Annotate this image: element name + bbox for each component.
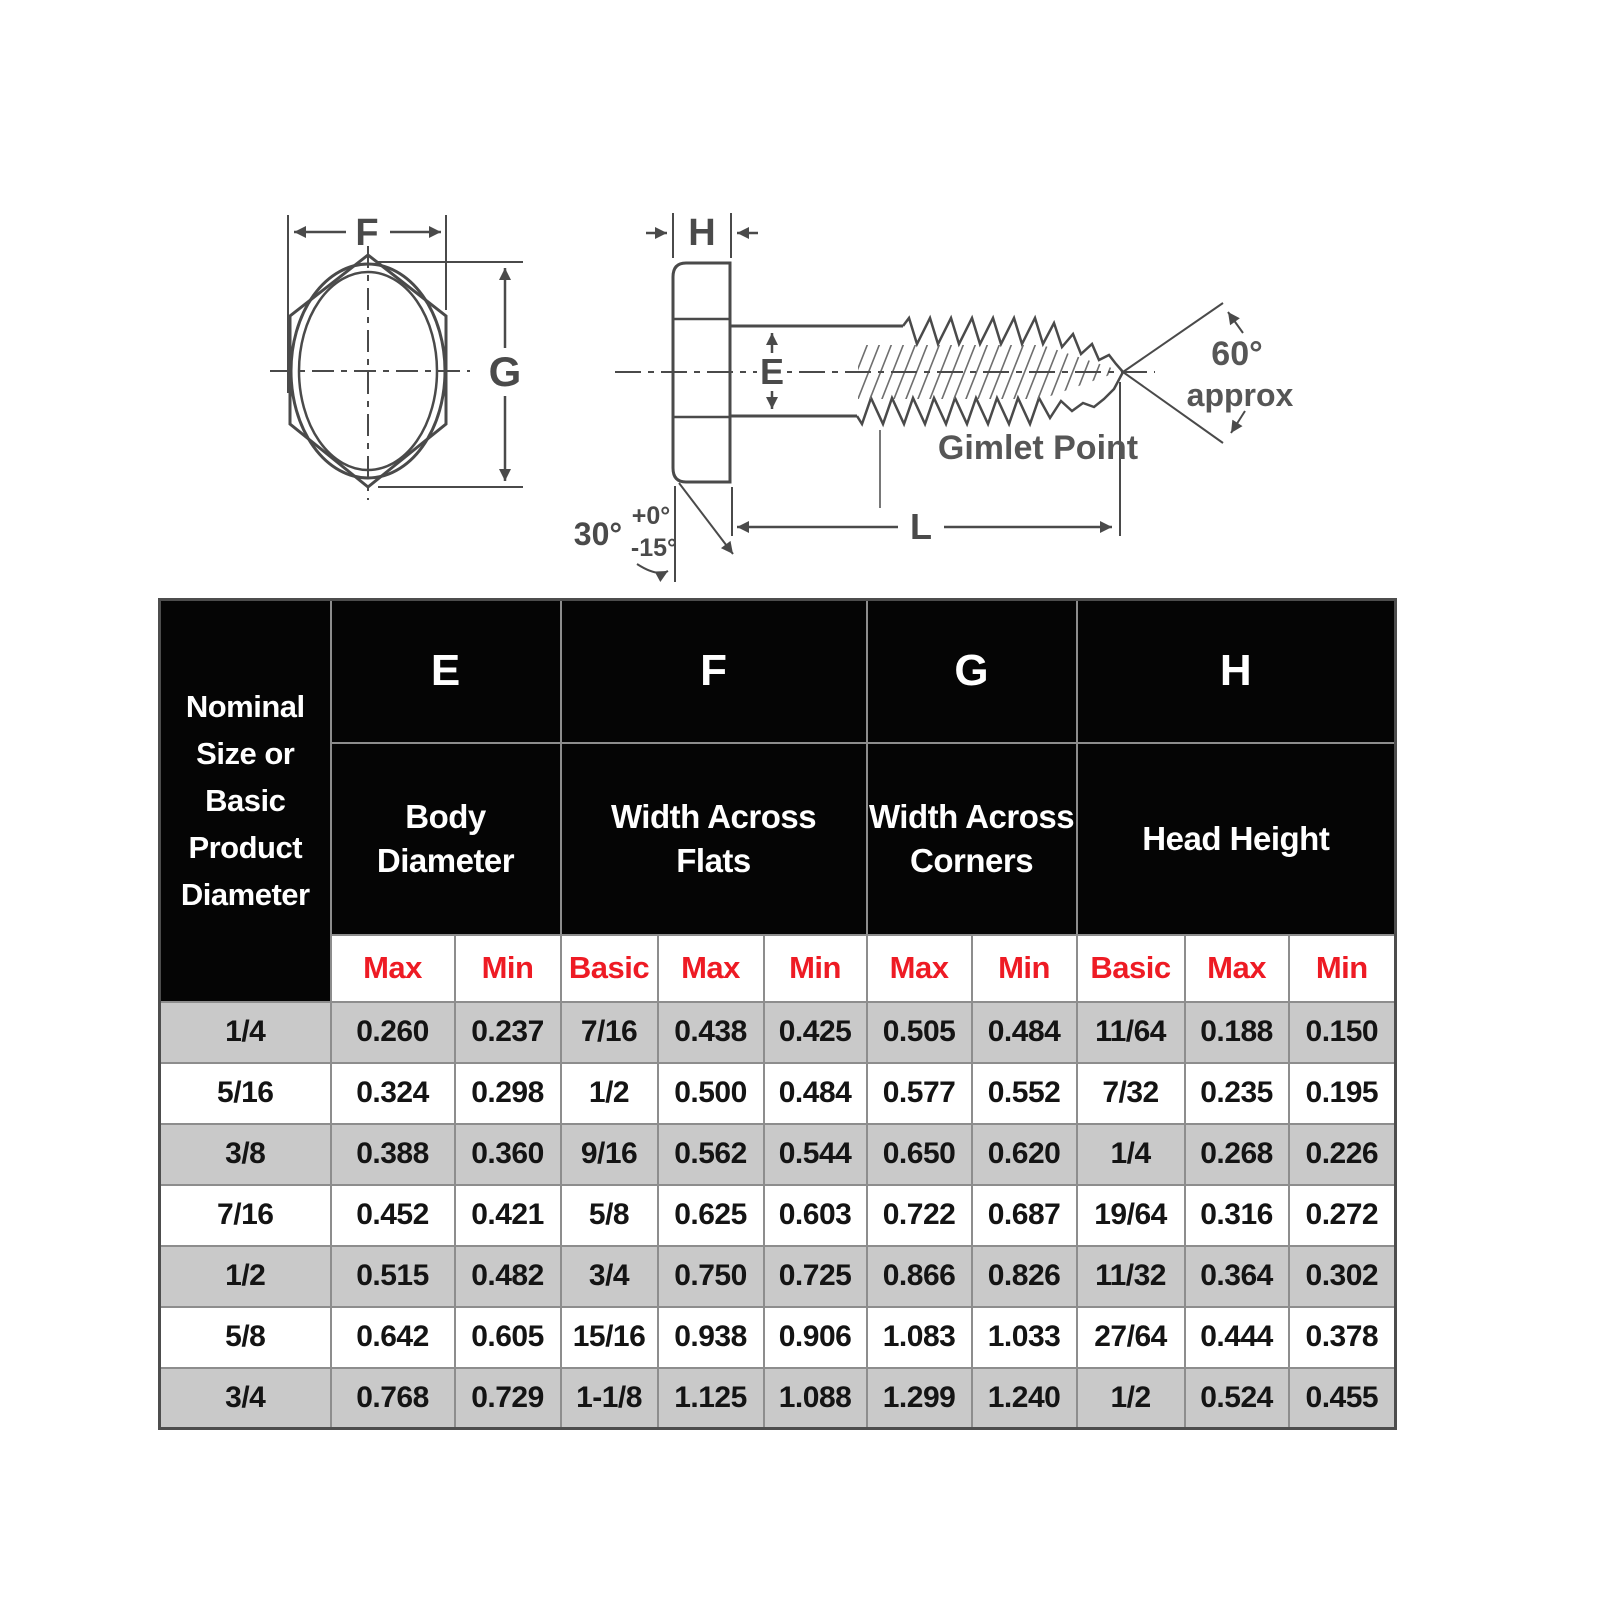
table-cell: 0.768	[331, 1368, 455, 1429]
table-cell: 0.729	[455, 1368, 561, 1429]
table-cell: 0.268	[1185, 1124, 1289, 1185]
corner-header-line: Nominal	[185, 689, 305, 725]
group-desc-width-across-corners	[867, 743, 1077, 935]
table-cell: 0.360	[455, 1124, 561, 1185]
desc-line: Flats	[676, 841, 751, 879]
table-cell: 0.605	[455, 1307, 561, 1368]
table-cell: 0.515	[331, 1246, 455, 1307]
subheader-cell: Min	[455, 935, 561, 1002]
table-cell: 0.226	[1289, 1124, 1396, 1185]
table-cell: 5/16	[160, 1063, 331, 1124]
dim-label-e: E	[759, 351, 785, 392]
table-cell: 0.237	[455, 1002, 561, 1063]
table-cell: 7/16	[561, 1002, 658, 1063]
lag-screw-dimension-table	[158, 598, 1397, 1430]
table-cell: 1-1/8	[561, 1368, 658, 1429]
table-cell: 0.378	[1289, 1307, 1396, 1368]
table-cell: 0.938	[658, 1307, 764, 1368]
table-cell: 0.642	[331, 1307, 455, 1368]
table-row	[160, 1307, 1396, 1368]
table-cell: 11/32	[1077, 1246, 1185, 1307]
subheader-cell: Max	[867, 935, 972, 1002]
subheader-cell: Min	[972, 935, 1077, 1002]
table-cell: 1.125	[658, 1368, 764, 1429]
table-cell: 0.484	[764, 1063, 867, 1124]
table-cell: 0.577	[867, 1063, 972, 1124]
desc-line: Corners	[910, 841, 1034, 879]
table-cell: 0.722	[867, 1185, 972, 1246]
table-cell: 0.260	[331, 1002, 455, 1063]
tolerance-minus-label: -15°	[630, 534, 678, 562]
group-letter-g: G	[867, 600, 1077, 743]
table-row	[160, 1124, 1396, 1185]
table-cell: 1/2	[561, 1063, 658, 1124]
table-cell: 1/4	[160, 1002, 331, 1063]
table-cell: 0.438	[658, 1002, 764, 1063]
table-cell: 0.725	[764, 1246, 867, 1307]
table-row	[160, 1185, 1396, 1246]
group-letter-f: F	[561, 600, 867, 743]
group-letter-e: E	[331, 600, 561, 743]
table-cell: 0.324	[331, 1063, 455, 1124]
table-cell: 0.826	[972, 1246, 1077, 1307]
angle-60-label: 60°	[1211, 335, 1263, 373]
table-cell: 0.562	[658, 1124, 764, 1185]
table-cell: 11/64	[1077, 1002, 1185, 1063]
group-desc-head-height	[1077, 743, 1396, 935]
subheader-cell: Max	[331, 935, 455, 1002]
table-cell: 0.188	[1185, 1002, 1289, 1063]
table-cell: 7/32	[1077, 1063, 1185, 1124]
table-cell: 0.866	[867, 1246, 972, 1307]
table-cell: 7/16	[160, 1185, 331, 1246]
desc-line: Diameter	[376, 841, 515, 879]
table-cell: 0.235	[1185, 1063, 1289, 1124]
table-cell: 0.444	[1185, 1307, 1289, 1368]
subheader-cell: Basic	[1077, 935, 1185, 1002]
corner-header-line: Diameter	[180, 877, 310, 913]
group-desc-body-diameter	[331, 743, 561, 935]
table-cell: 3/4	[561, 1246, 658, 1307]
header-letter-row	[160, 600, 1396, 743]
table-cell: 3/8	[160, 1124, 331, 1185]
table-cell: 0.195	[1289, 1063, 1396, 1124]
group-letter-h: H	[1077, 600, 1396, 743]
table-cell: 0.544	[764, 1124, 867, 1185]
subheader-cell: Min	[1289, 935, 1396, 1002]
table-cell: 0.687	[972, 1185, 1077, 1246]
table-cell: 1/2	[160, 1246, 331, 1307]
table-cell: 0.452	[331, 1185, 455, 1246]
thread-top-profile	[903, 318, 1123, 372]
desc-line: Body	[405, 797, 486, 835]
table-cell: 0.484	[972, 1002, 1077, 1063]
table-cell: 0.505	[867, 1002, 972, 1063]
table-cell: 15/16	[561, 1307, 658, 1368]
table-cell: 0.603	[764, 1185, 867, 1246]
dim-label-h: H	[688, 212, 716, 254]
table-cell: 0.150	[1289, 1002, 1396, 1063]
subheader-cell: Min	[764, 935, 867, 1002]
header-description-row	[160, 743, 1396, 935]
table-cell: 5/8	[561, 1185, 658, 1246]
table-cell: 1/4	[1077, 1124, 1185, 1185]
table-cell: 9/16	[561, 1124, 658, 1185]
corner-header-line: Basic	[205, 783, 286, 819]
table-cell: 1.299	[867, 1368, 972, 1429]
table-cell: 0.272	[1289, 1185, 1396, 1246]
table-cell: 0.625	[658, 1185, 764, 1246]
table-cell: 0.524	[1185, 1368, 1289, 1429]
table-cell: 0.552	[972, 1063, 1077, 1124]
table-cell: 3/4	[160, 1368, 331, 1429]
table-row	[160, 1368, 1396, 1429]
table-cell: 1.240	[972, 1368, 1077, 1429]
table-cell: 27/64	[1077, 1307, 1185, 1368]
table-cell: 0.750	[658, 1246, 764, 1307]
dim-label-l: L	[910, 506, 932, 547]
desc-line: Head Height	[1142, 819, 1330, 857]
desc-line: Width Across	[868, 797, 1075, 835]
table-row	[160, 1063, 1396, 1124]
approx-label: approx	[1186, 377, 1294, 413]
table-cell: 0.421	[455, 1185, 561, 1246]
corner-header-line: Size or	[196, 736, 295, 772]
corner-header	[160, 600, 331, 1002]
subheader-cell: Max	[1185, 935, 1289, 1002]
table-cell: 19/64	[1077, 1185, 1185, 1246]
table-cell: 1.083	[867, 1307, 972, 1368]
table-cell: 1.088	[764, 1368, 867, 1429]
table-row	[160, 1002, 1396, 1063]
subheader-cell: Basic	[561, 935, 658, 1002]
table-cell: 0.620	[972, 1124, 1077, 1185]
hex-head-front-view	[270, 215, 523, 500]
table-cell: 0.364	[1185, 1246, 1289, 1307]
desc-line: Width Across	[610, 797, 817, 835]
table-cell: 1/2	[1077, 1368, 1185, 1429]
table-cell: 0.500	[658, 1063, 764, 1124]
dim-label-f: F	[355, 212, 379, 254]
table-cell: 0.302	[1289, 1246, 1396, 1307]
table-cell: 0.455	[1289, 1368, 1396, 1429]
table-cell: 5/8	[160, 1307, 331, 1368]
table-cell: 0.906	[764, 1307, 867, 1368]
table-cell: 0.388	[331, 1124, 455, 1185]
table-cell: 0.316	[1185, 1185, 1289, 1246]
table-cell: 0.425	[764, 1002, 867, 1063]
corner-header-line: Product	[188, 830, 303, 866]
angle-30-label: 30°	[573, 516, 623, 552]
group-desc-width-across-flats	[561, 743, 867, 935]
subheader-cell: Max	[658, 935, 764, 1002]
table-row	[160, 1246, 1396, 1307]
table-cell: 0.482	[455, 1246, 561, 1307]
gimlet-point-label: Gimlet Point	[937, 429, 1139, 467]
table-cell: 0.298	[455, 1063, 561, 1124]
table-cell: 1.033	[972, 1307, 1077, 1368]
table-cell: 0.650	[867, 1124, 972, 1185]
technical-drawing	[0, 0, 1600, 620]
subheader-row	[160, 935, 1396, 1002]
tolerance-plus-label: +0°	[631, 502, 671, 530]
dim-label-g: G	[488, 348, 522, 395]
